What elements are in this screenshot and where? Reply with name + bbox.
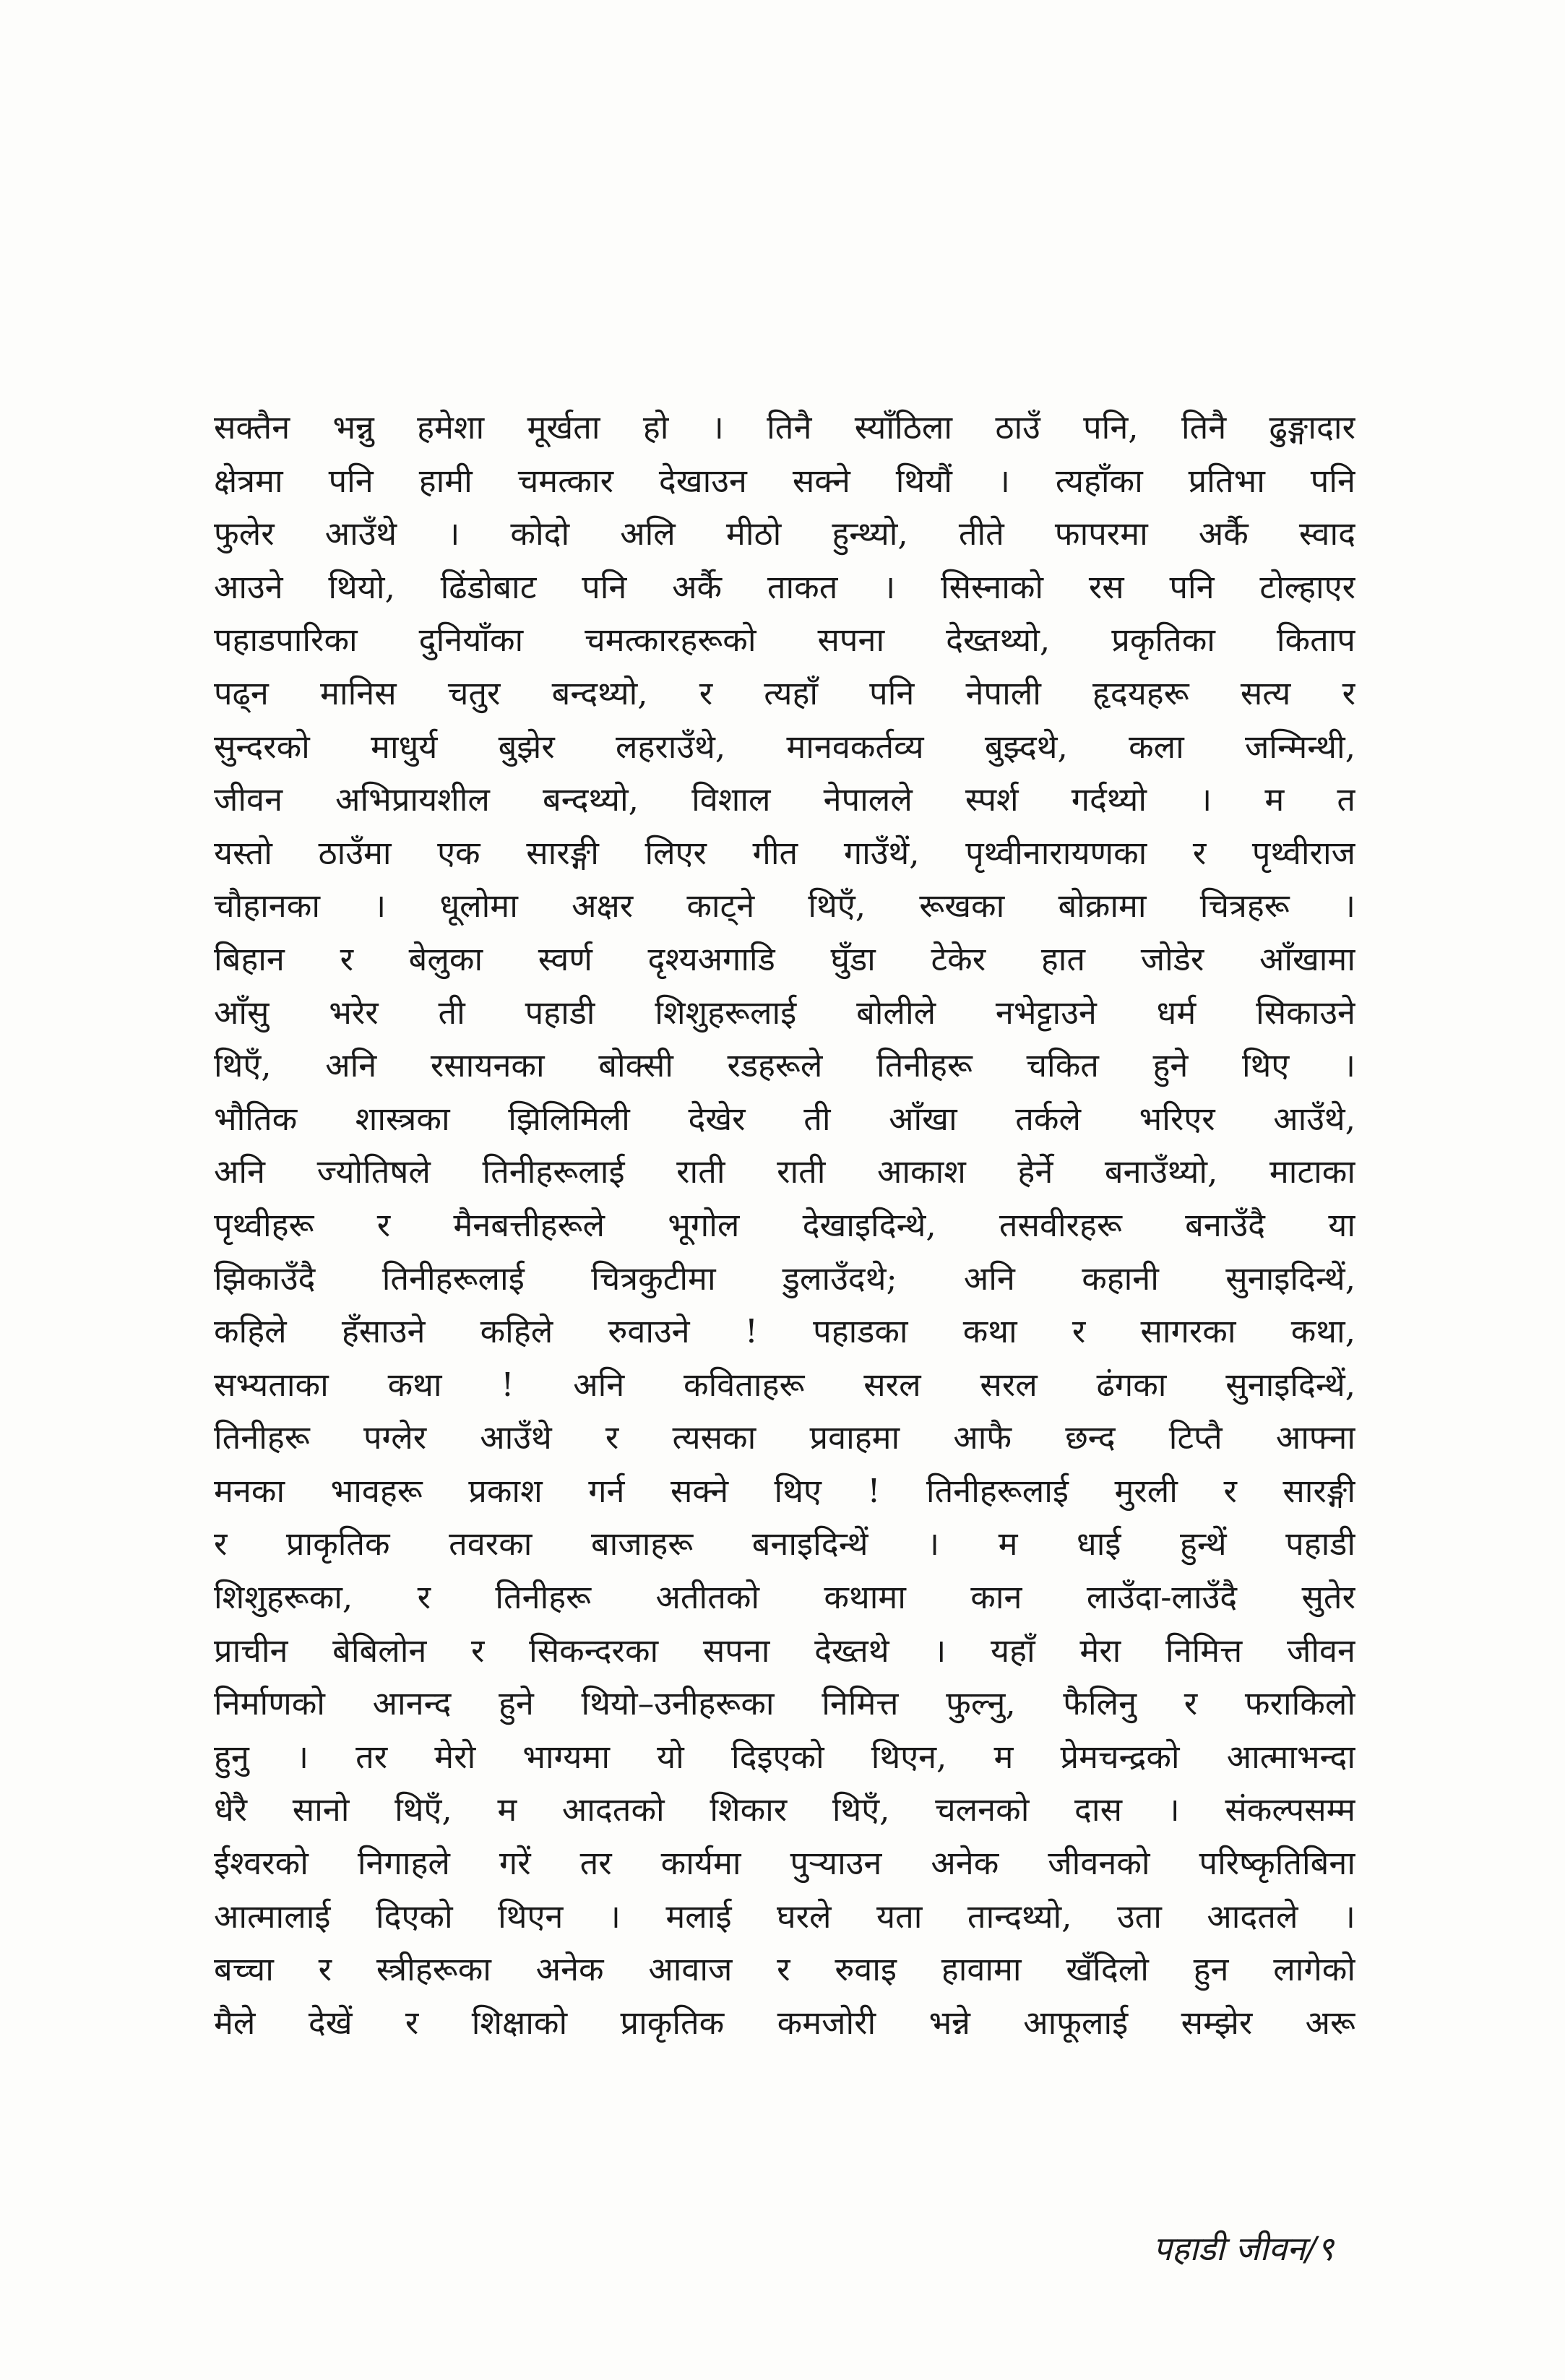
- text-line: थिएँ, अनि रसायनका बोक्सी रडहरूले तिनीहरू चकित हुने थिए ।: [214, 1046, 1355, 1085]
- text-line: पढ्न मानिस चतुर बन्दथ्यो, र त्यहाँ पनि नेपाली हृदयहरू सत्य र: [214, 673, 1355, 712]
- text-line: आउने थियो, ढिंडोबाट पनि अर्कै ताकत । सिस्नाको रस पनि टोल्हाएर: [214, 567, 1355, 606]
- text-line: आत्मालाई दिएको थिएन । मलाई घरले यता तान्दथ्यो, उता आदतले ।: [214, 1897, 1355, 1936]
- text-line: धेरै सानो थिएँ, म आदतको शिकार थिएँ, चलनको दास । संकल्पसम्म: [214, 1790, 1355, 1829]
- page-number: ९: [1316, 2229, 1334, 2268]
- text-line: सक्तैन भन्नु हमेशा मूर्खता हो । तिनै स्याँठिला ठाउँ पनि, तिनै ढुङ्गादार: [214, 408, 1355, 447]
- text-line: कहिले हँसाउने कहिले रुवाउने ! पहाडका कथा र सागरका कथा,: [214, 1312, 1355, 1351]
- text-line: सभ्यताका कथा ! अनि कविताहरू सरल सरल ढंगका सुनाइदिन्थें,: [214, 1365, 1355, 1404]
- running-title: पहाडी जीवन: [1152, 2229, 1306, 2268]
- text-line: तिनीहरू पग्लेर आउँथे र त्यसका प्रवाहमा आफै छन्द टिप्तै आफ्ना: [214, 1418, 1355, 1457]
- text-line: र प्राकृतिक तवरका बाजाहरू बनाइदिन्थें । म धाई हुन्थें पहाडी: [214, 1525, 1355, 1564]
- text-line: हुनु । तर मेरो भाग्यमा यो दिइएको थिएन, म प्रेमचन्द्रको आत्माभन्दा: [214, 1737, 1355, 1776]
- text-line: प्राचीन बेबिलोन र सिकन्दरका सपना देख्तथे । यहाँ मेरा निमित्त जीवन: [214, 1631, 1355, 1670]
- text-line: पृथ्वीहरू र मैनबत्तीहरूले भूगोल देखाइदिन्थे, तसवीरहरू बनाउँदै या: [214, 1205, 1355, 1244]
- text-line: क्षेत्रमा पनि हामी चमत्कार देखाउन सक्ने थियौं । त्यहाँका प्रतिभा पनि: [214, 461, 1355, 500]
- text-line: यस्तो ठाउँमा एक सारङ्गी लिएर गीत गाउँथें, पृथ्वीनारायणका र पृथ्वीराज: [214, 833, 1355, 872]
- text-line: अनि ज्योतिषले तिनीहरूलाई राती राती आकाश हेर्ने बनाउँथ्यो, माटाका: [214, 1152, 1355, 1191]
- footer-separator: /: [1305, 2229, 1317, 2268]
- text-line: पहाडपारिका दुनियाँका चमत्कारहरूको सपना देख्तथ्यो, प्रकृतिका किताप: [214, 621, 1355, 660]
- text-line: सुन्दरको माधुर्य बुझेर लहराउँथे, मानवकर्तव्य बुझ्दथे, कला जन्मिन्थी,: [214, 727, 1355, 766]
- text-line: शिशुहरूका, र तिनीहरू अतीतको कथामा कान लाउँदा-लाउँदै सुतेर: [214, 1578, 1355, 1617]
- text-line: बच्चा र स्त्रीहरूका अनेक आवाज र रुवाइ हावामा खँदिलो हुन लागेको: [214, 1950, 1355, 1989]
- page-footer: [1153, 2225, 1334, 2270]
- text-line: ईश्वरको निगाहले गरें तर कार्यमा पुऱ्याउन अनेक जीवनको परिष्कृतिबिना: [214, 1844, 1355, 1883]
- text-line: निर्माणको आनन्द हुने थियो–उनीहरूका निमित्त फुल्नु, फैलिनु र फराकिलो: [214, 1684, 1355, 1723]
- text-line: फुलेर आउँथे । कोदो अलि मीठो हुन्थ्यो, तीते फापरमा अर्कै स्वाद: [214, 514, 1355, 553]
- text-line: मनका भावहरू प्रकाश गर्न सक्ने थिए ! तिनीहरूलाई मुरली र सारङ्गी: [214, 1471, 1355, 1510]
- text-line: मैले देखें र शिक्षाको प्राकृतिक कमजोरी भन्ने आफूलाई सम्झेर अरू: [214, 2003, 1355, 2042]
- text-line: जीवन अभिप्रायशील बन्दथ्यो, विशाल नेपालले स्पर्श गर्दथ्यो । म त: [214, 780, 1355, 819]
- text-line: आँसु भरेर ती पहाडी शिशुहरूलाई बोलीले नभेट्टाउने धर्म सिकाउने: [214, 993, 1355, 1032]
- text-line: झिकाउँदै तिनीहरूलाई चित्रकुटीमा डुलाउँदथे; अनि कहानी सुनाइदिन्थें,: [214, 1259, 1355, 1298]
- body-text: [214, 401, 1355, 2049]
- text-line: भौतिक शास्त्रका झिलिमिली देखेर ती आँखा तर्कले भरिएर आउँथे,: [214, 1099, 1355, 1138]
- text-line: चौहानका । धूलोमा अक्षर काट्ने थिएँ, रूखका बोक्रामा चित्रहरू ।: [214, 887, 1355, 926]
- text-line: बिहान र बेलुका स्वर्ण दृश्यअगाडि घुँडा टेकेर हात जोडेर आँखामा: [214, 939, 1355, 978]
